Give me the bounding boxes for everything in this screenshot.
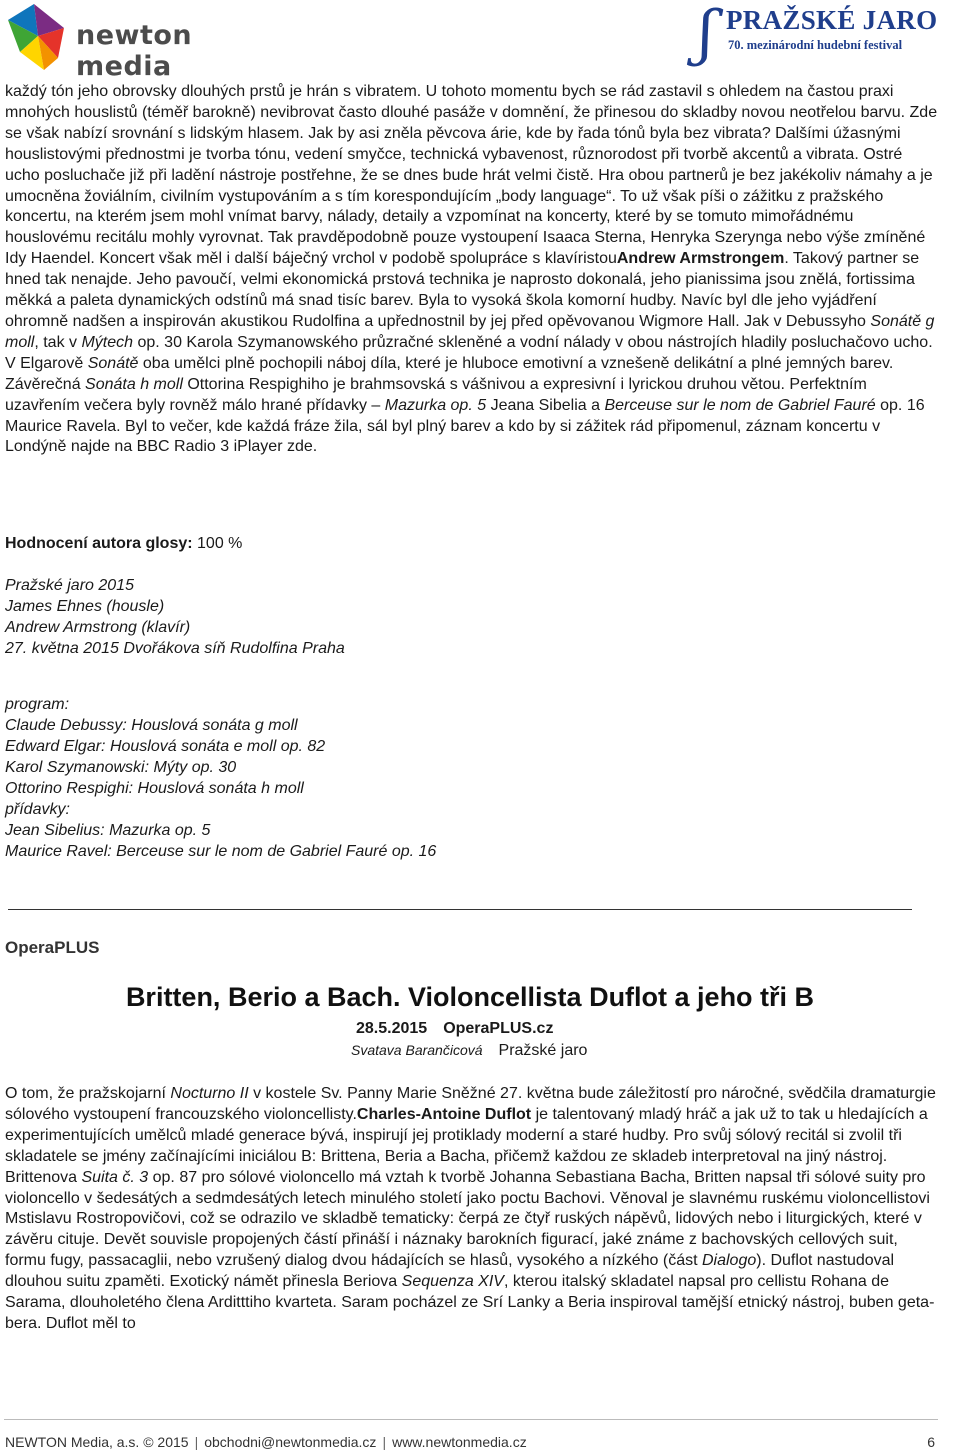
article-date: 28.5.2015 bbox=[356, 1020, 428, 1037]
text-run-italic: Dialogo bbox=[701, 1252, 757, 1270]
article-source: OperaPLUS bbox=[5, 938, 100, 957]
text-run: ). Duflot nastudoval dlouhou suitu zpaměti. Exotický námět přinesla Beriova bbox=[5, 1252, 895, 1291]
text-run-italic: Suita č. 3 bbox=[81, 1168, 149, 1186]
text-run: op. 87 pro sólové violoncello má vztah k tvorbě Johanna Sebastiana Bacha, Britten napsal tři sólové suity pro violoncello v šedesátých a sedmdesátých letech minulého století jako poctu Bachovi. Věnoval je slavnému ruskému violoncellistovi Mstislavu Rostropovičovi, což se odrazilo ve skladbě tematicky: čerpá ze čtyř ruských nápěvů, lidových nebo i liturgických, které v závěru cituje. Devět souvisle propojených částí přináší i náznaky barokních figurací, jaké známe z bachovských cellových suit, formu fugy, passacaglii, nebo vzrušený dialog dvou hádajících se hlasů, vysokého a nízkého (část bbox=[5, 1168, 930, 1270]
article-section: Pražské jaro bbox=[498, 1042, 588, 1059]
prague-spring-logo-title: PRAŽSKÉ JARO bbox=[726, 5, 938, 35]
text-run-italic: Nocturno II bbox=[170, 1085, 249, 1102]
text-run-italic: Berceuse sur le nom de Gabriel Fauré bbox=[604, 396, 876, 414]
program-line: Jean Sibelius: Mazurka op. 5 bbox=[5, 822, 211, 839]
page-footer bbox=[5, 1434, 935, 1450]
program-line: program: bbox=[5, 696, 70, 713]
text-run: v kostele Sv. Panny Marie Sněžné 27. května bude záležitostí pro náročné, svědčila dramaturgie sólového vystoupení francouzského violoncellisty. bbox=[5, 1085, 936, 1123]
footer-web-link[interactable]: www.newtonmedia.cz bbox=[392, 1434, 527, 1450]
newton-media-logo[interactable] bbox=[4, 2, 244, 82]
article-meta bbox=[356, 1020, 569, 1038]
text-run-italic: Mazurka op. 5 bbox=[384, 396, 487, 414]
text-run: op. 30 Karola Szymanowského průzračné skleněné a vodní nálady v obou nástrojích hladily posluchačovo ucho. V Elgarově bbox=[5, 333, 933, 372]
article-title: Britten, Berio a Bach. Violoncellista Duflot a jeho tři B bbox=[125, 982, 815, 1012]
program-line: Edward Elgar: Houslová sonáta e moll op. 82 bbox=[5, 738, 326, 755]
footer-company: NEWTON Media, a.s. © 2015 bbox=[5, 1434, 189, 1450]
footer-separator: | bbox=[382, 1434, 387, 1450]
program-line: přídavky: bbox=[5, 801, 70, 818]
page-header bbox=[0, 0, 960, 82]
concert-program bbox=[5, 694, 436, 862]
article-outlet: OperaPLUS.cz bbox=[443, 1020, 554, 1037]
concert-info-line: Andrew Armstrong (klavír) bbox=[5, 619, 191, 636]
rating-label: Hodnocení autora glosy: bbox=[5, 535, 193, 552]
text-run-italic: Sequenza XIV bbox=[401, 1273, 504, 1291]
text-run: Ottorina Respighiho je brahmsovská s vášnivou a expresivní i lyrickou druhou větou. Perfektním uzavřením večera byly rovněž málo hrané přídavky – bbox=[5, 375, 867, 414]
article-byline bbox=[351, 1042, 587, 1060]
text-run-bold: Charles-Antoine Duflot bbox=[356, 1105, 532, 1123]
newton-media-logo-mark-icon bbox=[4, 2, 72, 72]
program-line: Maurice Ravel: Berceuse sur le nom de Gabriel Fauré op. 16 bbox=[5, 843, 437, 860]
text-run-italic: Sonáta h moll bbox=[85, 375, 183, 393]
concert-info-line: 27. května 2015 Dvořákova síň Rudolfina Praha bbox=[5, 640, 345, 657]
text-run: je talentovaný mladý hráč a jak už to tak u hledajících a experimentujících umělců mladé generace bývá, inspirují jej protiklady moderní a staré hudby. Pro svůj sólový recitál si zvolil tři skladatele se jmény začínajícími iniciálou B: Brittena, Beria a Bacha, přičemž každou ze skladeb interpretoval na jiný nástroj. Brittenova bbox=[5, 1105, 928, 1186]
footer-divider bbox=[4, 1419, 938, 1420]
text-run: op. 16 Maurice Ravela. Byl to večer, kde každá fráze žila, sál byl plný barev a kdo by si zážitek rád připomenul, záznam koncertu v Londýně najde na BBC Radio 3 iPlayer zde. bbox=[5, 396, 925, 456]
text-run-italic: Sonátě bbox=[87, 354, 139, 372]
text-run: , tak v bbox=[34, 333, 82, 351]
program-line: Karol Szymanowski: Mýty op. 30 bbox=[5, 759, 237, 776]
text-run: O tom, že pražskojarní bbox=[5, 1085, 171, 1102]
prague-spring-logo[interactable] bbox=[698, 0, 948, 68]
article-author: Svatava Barančicová bbox=[351, 1042, 483, 1058]
section-divider bbox=[8, 909, 912, 910]
text-run: oba umělci plně pochopili náboj díla, které je hluboce emotivní a vznešeně delikátní a plné jemných barev. Závěrečná bbox=[5, 354, 894, 393]
text-run-italic: Sonátě g moll bbox=[5, 312, 935, 351]
rating-value: 100 % bbox=[197, 535, 243, 552]
prague-spring-logo-subtitle: 70. mezinárodní hudební festival bbox=[728, 38, 903, 52]
program-line: Ottorino Respighi: Houslová sonáta h moll bbox=[5, 780, 304, 797]
text-run: . Takový partner se hned tak nenajde. Jeho pavoučí, velmi ekonomická prstová technika je naprosto dokonalá, jeho pianissima jsou znělá, fortissima měkká a paleta dynamických odstínů má snad tisíc barev. Byla to vysoká škola komorní hudby. Navíc byl dle jeho vyjádření ohromně nadšen a inspirován akustikou Rudolfina a upřednostnil by jej před opěvovanou Wigmore Hall. Jak v Debussyho bbox=[5, 250, 920, 330]
footer-email-link[interactable]: obchodni@newtonmedia.cz bbox=[204, 1434, 377, 1450]
author-rating bbox=[5, 535, 242, 553]
program-line: Claude Debussy: Houslová sonáta g moll bbox=[5, 717, 298, 734]
article-2-paragraph bbox=[5, 1084, 940, 1335]
text-run: , kterou italský skladatel napsal pro cellistu Rohana de Sarama, dlouholetého člena Arditttiho kvarteta. Saram pocházel ze Srí Lanky a Beria inspiroval tamější etnický nástroj, buben geta-bera. Duflot měl to bbox=[5, 1273, 935, 1332]
text-run-bold: Andrew Armstrongem bbox=[616, 250, 785, 268]
text-run: každý tón jeho obrovsky dlouhých prstů je hrán s vibratem. U tohoto momentu bych se rád zastavil s ohledem na častou praxi mnohých houslistů (téměř barokně) nevibrovat často dlouhé pasáže v domnění, že přinesou do skladby novou neotřelou barvu. Zde se však nabízí srovnání s lidským hlasem. Jak by asi zněla pěvcova árie, kde by řada tónů byla bez vibrata? Dalšími úžasnými houslistovými přednostmi je tvorba tónu, vedení smyčce, technická vybavenost, různorodost při tvorbě akcentů a vibrata. Ostré ucho posluchače již při ladění nástroje postřehne, že se dnes bude hrát velmi čistě. Hra obou partnerů je bez jakékoliv námahy a je umocněna žoviálním, civilním vystupováním a s tím korespondujícím „body language“. To už však píši o zážitku z pražského koncertu, na kterém jsem mohl vnímat barvy, nálady, detaily a vzpomínat na koncerty, které by se tomuto mimořádnému houslovému recitálu mohly vyrovnat. Tak pravděpodobně pouze vystoupení Isaaca Sterna, Henryka Szerynga nebo výše zmíněné Idy Haendel. Koncert však měl i další báječný vrchol v podobě spolupráce s klavíristou bbox=[5, 83, 938, 268]
page-number: 6 bbox=[927, 1434, 935, 1450]
text-run: Jeana Sibelia a bbox=[486, 396, 605, 414]
text-run-italic: Mýtech bbox=[81, 333, 134, 351]
prague-spring-logo-glyph-icon: ʃ bbox=[698, 0, 715, 68]
concert-info-line: Pražské jaro 2015 bbox=[5, 577, 134, 594]
concert-info bbox=[5, 575, 345, 659]
concert-info-line: James Ehnes (housle) bbox=[5, 598, 165, 615]
newton-media-logo-text: newton media bbox=[76, 20, 193, 82]
footer-separator: | bbox=[194, 1434, 199, 1450]
article-1-paragraph bbox=[5, 82, 940, 458]
